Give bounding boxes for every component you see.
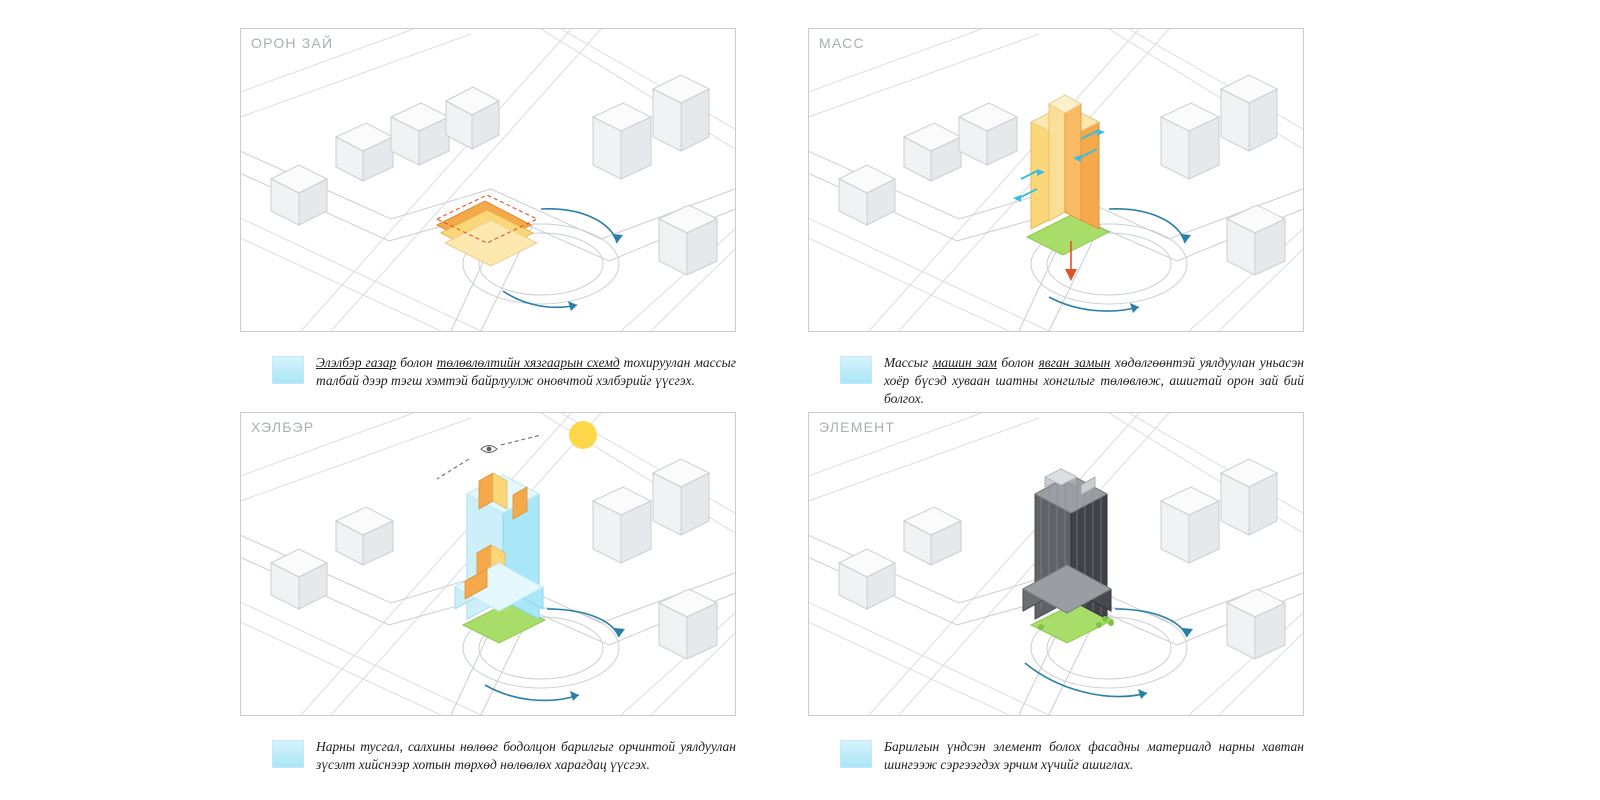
- caption-swatch: [840, 740, 872, 768]
- eye-icon: [437, 435, 541, 479]
- panel-space: [240, 28, 740, 390]
- tower-element: [1023, 469, 1111, 619]
- panel-mass-caption: [840, 354, 1308, 409]
- site-footprint: [437, 195, 537, 266]
- panel-form: [240, 412, 740, 774]
- panel-mass-caption-text: [884, 354, 1304, 409]
- sun-icon: [569, 421, 597, 449]
- panel-element-title: ЭЛЕМЕНТ: [819, 419, 896, 435]
- panel-form-caption: [272, 738, 740, 774]
- caption-mid-1: болон: [396, 355, 437, 370]
- panel-element-illustration: [809, 413, 1303, 715]
- panel-form-frame: [240, 412, 736, 716]
- panel-mass-illustration: [809, 29, 1303, 331]
- caption-underline-2: төлөвлөлтийн хязгаарын схемд: [436, 355, 620, 370]
- caption-pre: Массыг: [884, 355, 933, 370]
- panel-space-caption: [272, 354, 740, 390]
- panel-element-frame: [808, 412, 1304, 716]
- panel-form-illustration: [241, 413, 735, 715]
- caption-underline-1: машин зам: [932, 355, 997, 370]
- caption-swatch: [840, 356, 872, 384]
- caption-rest: тохируулан массыг талбай дээр тэгш хэмтэй байрлуулж оновчтой хэлбэрийг үүсгэх.: [316, 355, 737, 389]
- panel-space-frame: [240, 28, 736, 332]
- tower-mass: [1031, 95, 1099, 229]
- panel-space-title: ОРОН ЗАЙ: [251, 35, 334, 51]
- panel-element-caption: [840, 738, 1308, 774]
- caption-underline-2: явган замын: [1038, 355, 1111, 370]
- panel-space-caption-text: [316, 354, 736, 390]
- panel-element-caption-text: Барилгын үндсэн элемент болох фасадны материалд нарны хавтан шингээж сэргээгдэх эрчим хүчийг ашиглах.: [884, 739, 1304, 773]
- caption-underline-1: Элэлбэр газар: [316, 355, 397, 370]
- panel-mass-frame: [808, 28, 1304, 332]
- panel-space-illustration: [241, 29, 735, 331]
- tower-form: [455, 473, 543, 619]
- panel-form-caption-text: Нарны тусгал, салхины нөлөөг бодолцон барилгыг орчинтой уялдуулан зүсэлт хийснээр хотын төрхөд нөлөөлөх харагдац үүсгэх.: [316, 739, 736, 773]
- caption-swatch: [272, 740, 304, 768]
- panel-element: [808, 412, 1308, 774]
- panel-mass-title: МАСС: [819, 35, 865, 51]
- caption-swatch: [272, 356, 304, 384]
- panel-form-title: ХЭЛБЭР: [251, 419, 315, 435]
- caption-rest: хөдөлгөөнтэй уялдуулан уньасэн хоёр бүсэд хуваан шатны хонгилыг төлөвлөж, ашигтай орон зай бий болгох.: [884, 355, 1305, 407]
- panel-mass: [808, 28, 1308, 409]
- caption-mid-1: болон: [996, 355, 1039, 370]
